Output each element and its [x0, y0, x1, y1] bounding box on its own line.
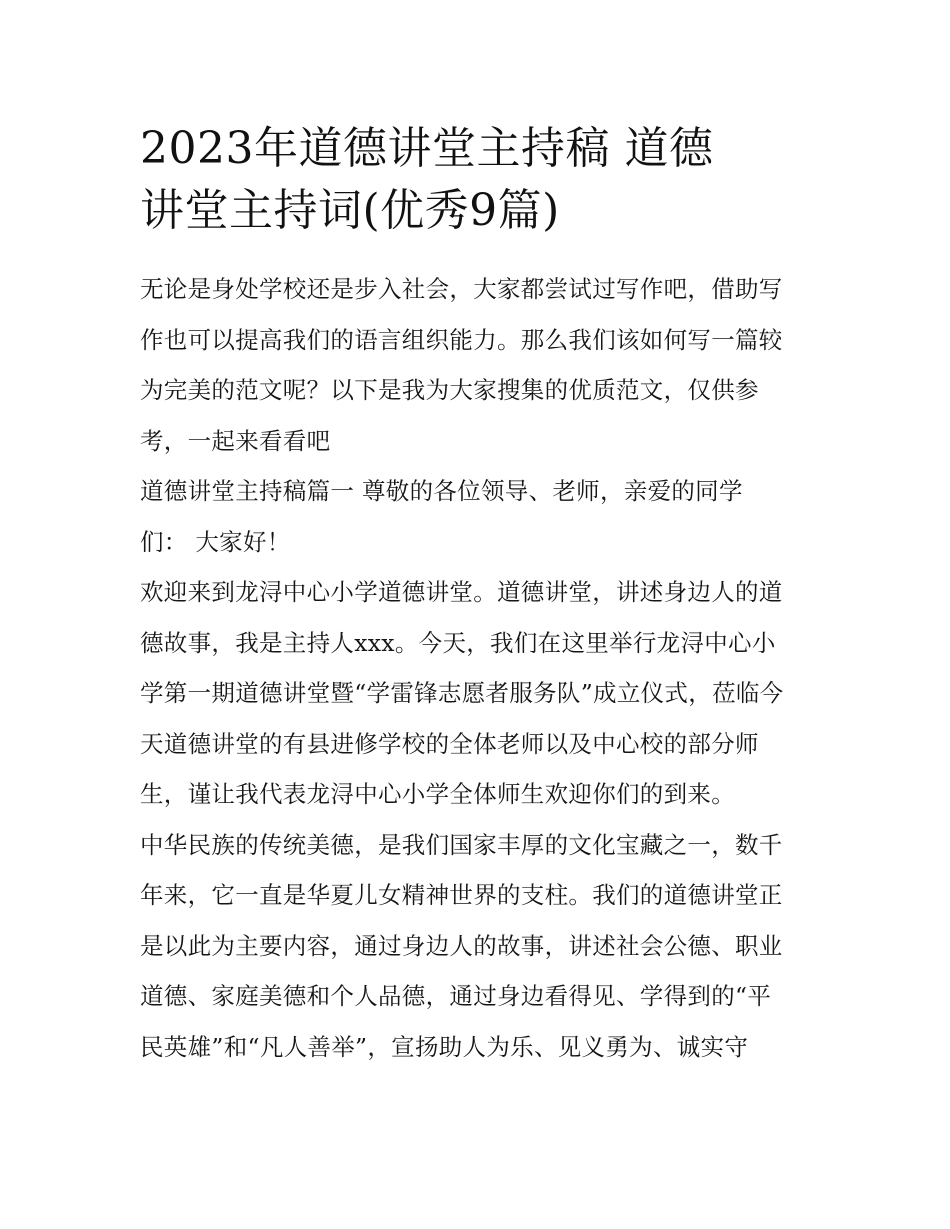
body-line: 为完美的范文呢？以下是我为大家搜集的优质范文，仅供参 [140, 376, 759, 404]
body-line: 是以此为主要内容，通过身边人的故事，讲述社会公德、职业 [140, 931, 783, 960]
body-line: 中华民族的传统美德，是我们国家丰厚的文化宝藏之一，数千 [140, 830, 783, 859]
document-title [140, 118, 812, 242]
body-line: 天道德讲堂的有县进修学校的全体老师以及中心校的部分师 [140, 729, 759, 758]
body-line: 民英雄”和“凡人善举”，宣扬助人为乐、见义勇为、诚实守 [140, 1032, 749, 1061]
body-line: 年来，它一直是华夏儿女精神世界的支柱。我们的道德讲堂正 [140, 881, 783, 909]
document-body [140, 264, 812, 1072]
body-line: 考，一起来看看吧 [140, 426, 331, 455]
body-line: 无论是身处学校还是步入社会，大家都尝试过写作吧，借助写 [140, 275, 783, 303]
document-page [140, 118, 812, 1072]
body-line: 们： 大家好！ [140, 527, 291, 556]
body-line: 欢迎来到龙浔中心小学道德讲堂。道德讲堂，讲述身边人的道 [140, 578, 783, 606]
title-line-2: 讲堂主持词(优秀9篇) [140, 185, 560, 236]
body-line: 学第一期道德讲堂暨“学雷锋志愿者服务队”成立仪式，莅临今 [140, 679, 784, 707]
title-line-1: 2023年道德讲堂主持稿 道德 [140, 123, 714, 174]
body-line: 道德、家庭美德和个人品德，通过身边看得见、学得到的“平 [140, 982, 772, 1010]
body-line: 生，谨让我代表龙浔中心小学全体师生欢迎你们的到来。 [140, 780, 735, 808]
body-line: 作也可以提高我们的语言组织能力。那么我们该如何写一篇较 [140, 325, 783, 354]
body-line: 德故事，我是主持人xxx。今天，我们在这里举行龙浔中心小 [140, 628, 776, 657]
body-line: 道德讲堂主持稿篇一 尊敬的各位领导、老师，亲爱的同学 [140, 477, 743, 505]
